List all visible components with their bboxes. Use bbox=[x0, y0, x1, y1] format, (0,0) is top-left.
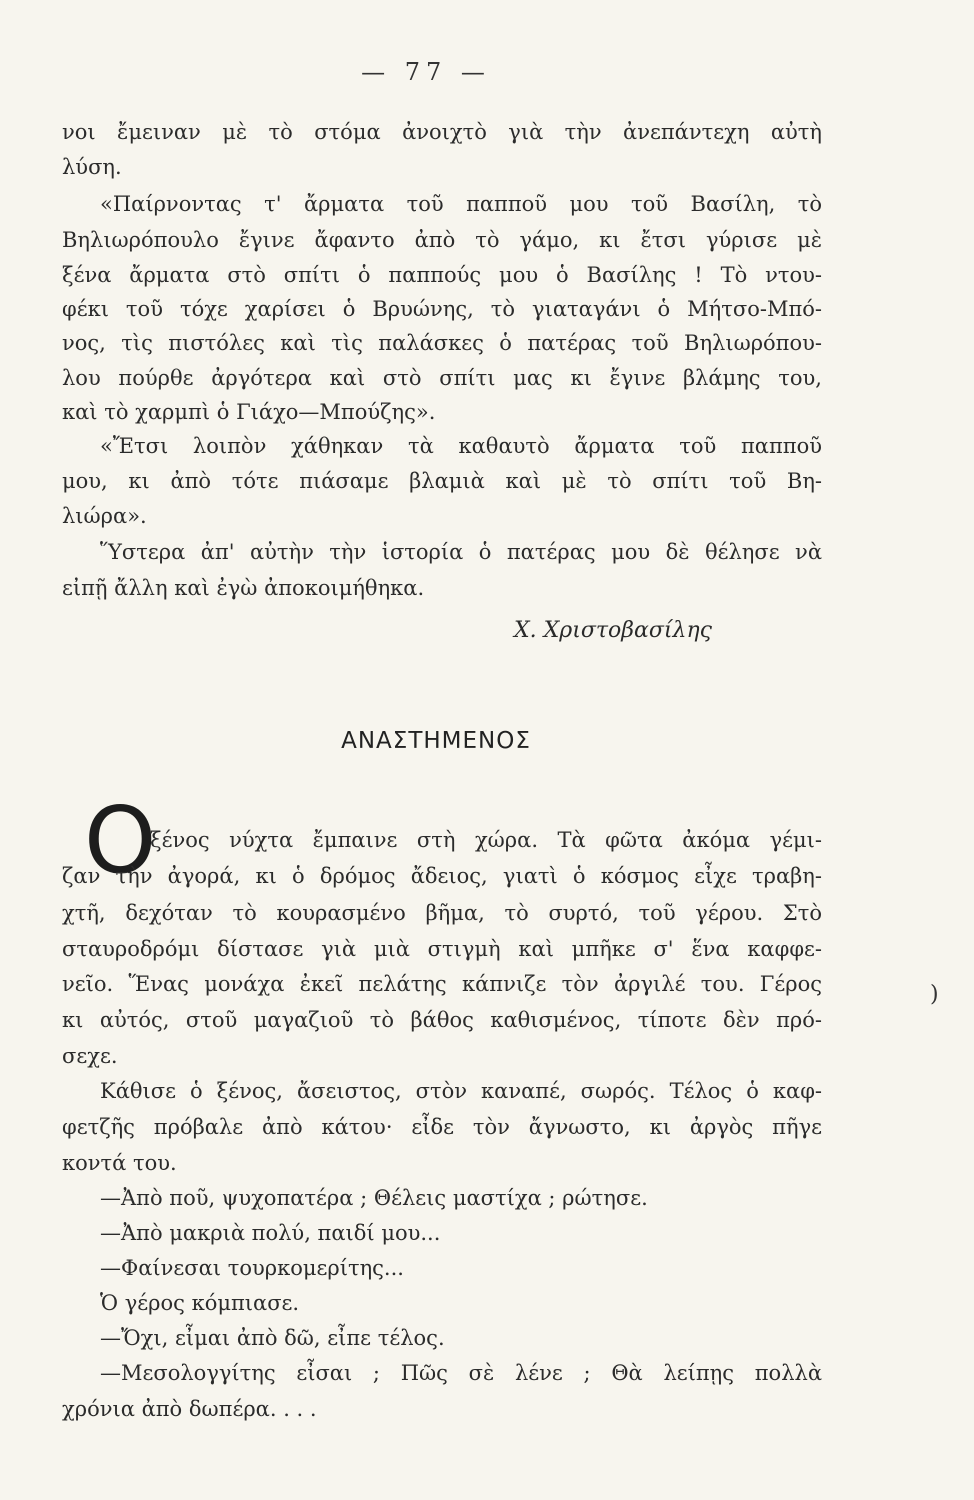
page-number: — 77 — bbox=[361, 58, 491, 86]
story-title: ΑΝΑΣΤΗΜΕΝΟΣ bbox=[341, 728, 531, 754]
margin-mark: ) bbox=[930, 982, 939, 1007]
dialogue-line: —Ἀπὸ μακριὰ πολύ, παιδί μου... bbox=[100, 1221, 441, 1245]
dialogue-line: —Μεσολογγίτης εἶσαι ; Πῶς σὲ λένε ; Θὰ λείπῃς πολλὰ bbox=[100, 1361, 822, 1385]
text-line: μου, κι ἀπὸ τότε πιάσαμε βλαμιὰ καὶ μὲ τὸ σπίτι τοῦ Βη- bbox=[62, 469, 822, 493]
text-line: Κάθισε ὁ ξένος, ἄσειστος, στὸν καναπέ, σωρός. Τέλος ὁ καφ- bbox=[100, 1079, 822, 1103]
text-line: κι αὐτός, στοῦ μαγαζιοῦ τὸ βάθος καθισμένος, τίποτε δὲν πρό- bbox=[62, 1008, 822, 1032]
text-line: νοι ἔμειναν μὲ τὸ στόμα ἀνοιχτὸ γιὰ τὴν ἀνεπάντεχη αὐτὴ bbox=[62, 120, 822, 144]
text-line: χρόνια ἀπὸ δωπέρα. . . . bbox=[62, 1397, 317, 1421]
text-line: ζαν τὴν ἀγορά, κι ὁ δρόμος ἄδειος, γιατὶ ὁ κόσμος εἶχε τραβη- bbox=[62, 864, 822, 888]
text-line: ξένος νύχτα ἔμπαινε στὴ χώρα. Τὰ φῶτα ἀκόμα γέμι- bbox=[150, 828, 822, 852]
text-line: χτῆ, δεχόταν τὸ κουρασμένο βῆμα, τὸ συρτό, τοῦ γέρου. Στὸ bbox=[62, 901, 822, 925]
text-line: λιώρα». bbox=[62, 504, 147, 528]
text-line: σεχε. bbox=[62, 1044, 118, 1068]
text-line: «Ἔτσι λοιπὸν χάθηκαν τὰ καθαυτὸ ἄρματα τοῦ παπποῦ bbox=[100, 434, 822, 458]
text-line: νεῖο. Ἕνας μονάχα ἐκεῖ πελάτης κάπνιζε τὸν ἀργιλέ του. Γέρος bbox=[62, 972, 822, 996]
text-line: ξένα ἄρματα στὸ σπίτι ὁ παππούς μου ὁ Βασίλης ! Τὸ ντου- bbox=[62, 263, 822, 287]
text-line: φετζῆς πρόβαλε ἀπὸ κάτου· εἶδε τὸν ἄγνωστο, κι ἀργὸς πῆγε bbox=[62, 1115, 822, 1139]
author-signature: Χ. Χριστοβασίλης bbox=[514, 618, 712, 643]
text-line: Βηλιωρόπουλο ἔγινε ἄφαντο ἀπὸ τὸ γάμο, κι ἔτσι γύρισε μὲ bbox=[62, 228, 822, 252]
text-line: λύση. bbox=[62, 155, 122, 179]
text-line: Ὁ γέρος κόμπιασε. bbox=[100, 1291, 300, 1315]
text-line: Ὕστερα ἀπ' αὐτὴν τὴν ἱστορία ὁ πατέρας μου δὲ θέλησε νὰ bbox=[100, 540, 822, 564]
text-line: σταυροδρόμι δίστασε γιὰ μιὰ στιγμὴ καὶ μπῆκε σ' ἕνα καφφε- bbox=[62, 937, 822, 961]
dialogue-line: —Φαίνεσαι τουρκομερίτης... bbox=[100, 1256, 404, 1280]
dialogue-line: —Ὄχι, εἶμαι ἀπὸ δῶ, εἶπε τέλος. bbox=[100, 1326, 445, 1350]
dialogue-line: —Ἀπὸ ποῦ, ψυχοπατέρα ; Θέλεις μαστίχα ; ρώτησε. bbox=[100, 1186, 648, 1210]
text-line: «Παίρνοντας τ' ἄρματα τοῦ παπποῦ μου τοῦ Βασίλη, τὸ bbox=[100, 192, 822, 216]
text-line: νος, τὶς πιστόλες καὶ τὶς παλάσκες ὁ πατέρας τοῦ Βηλιωρόπου- bbox=[62, 331, 822, 355]
drop-cap: Ο bbox=[84, 787, 157, 894]
text-line: εἰπῇ ἄλλη καὶ ἐγὼ ἀποκοιμήθηκα. bbox=[62, 576, 425, 600]
text-line: φέκι τοῦ τόχε χαρίσει ὁ Βρυώνης, τὸ γιαταγάνι ὁ Μήτσο-Μπό- bbox=[62, 297, 822, 321]
text-line: κοντά του. bbox=[62, 1151, 177, 1175]
text-line: λου πούρθε ἀργότερα καὶ στὸ σπίτι μας κι ἔγινε βλάμης του, bbox=[62, 366, 822, 390]
text-line: καὶ τὸ χαρμπὶ ὁ Γιάχο—Μπούζης». bbox=[62, 400, 436, 424]
